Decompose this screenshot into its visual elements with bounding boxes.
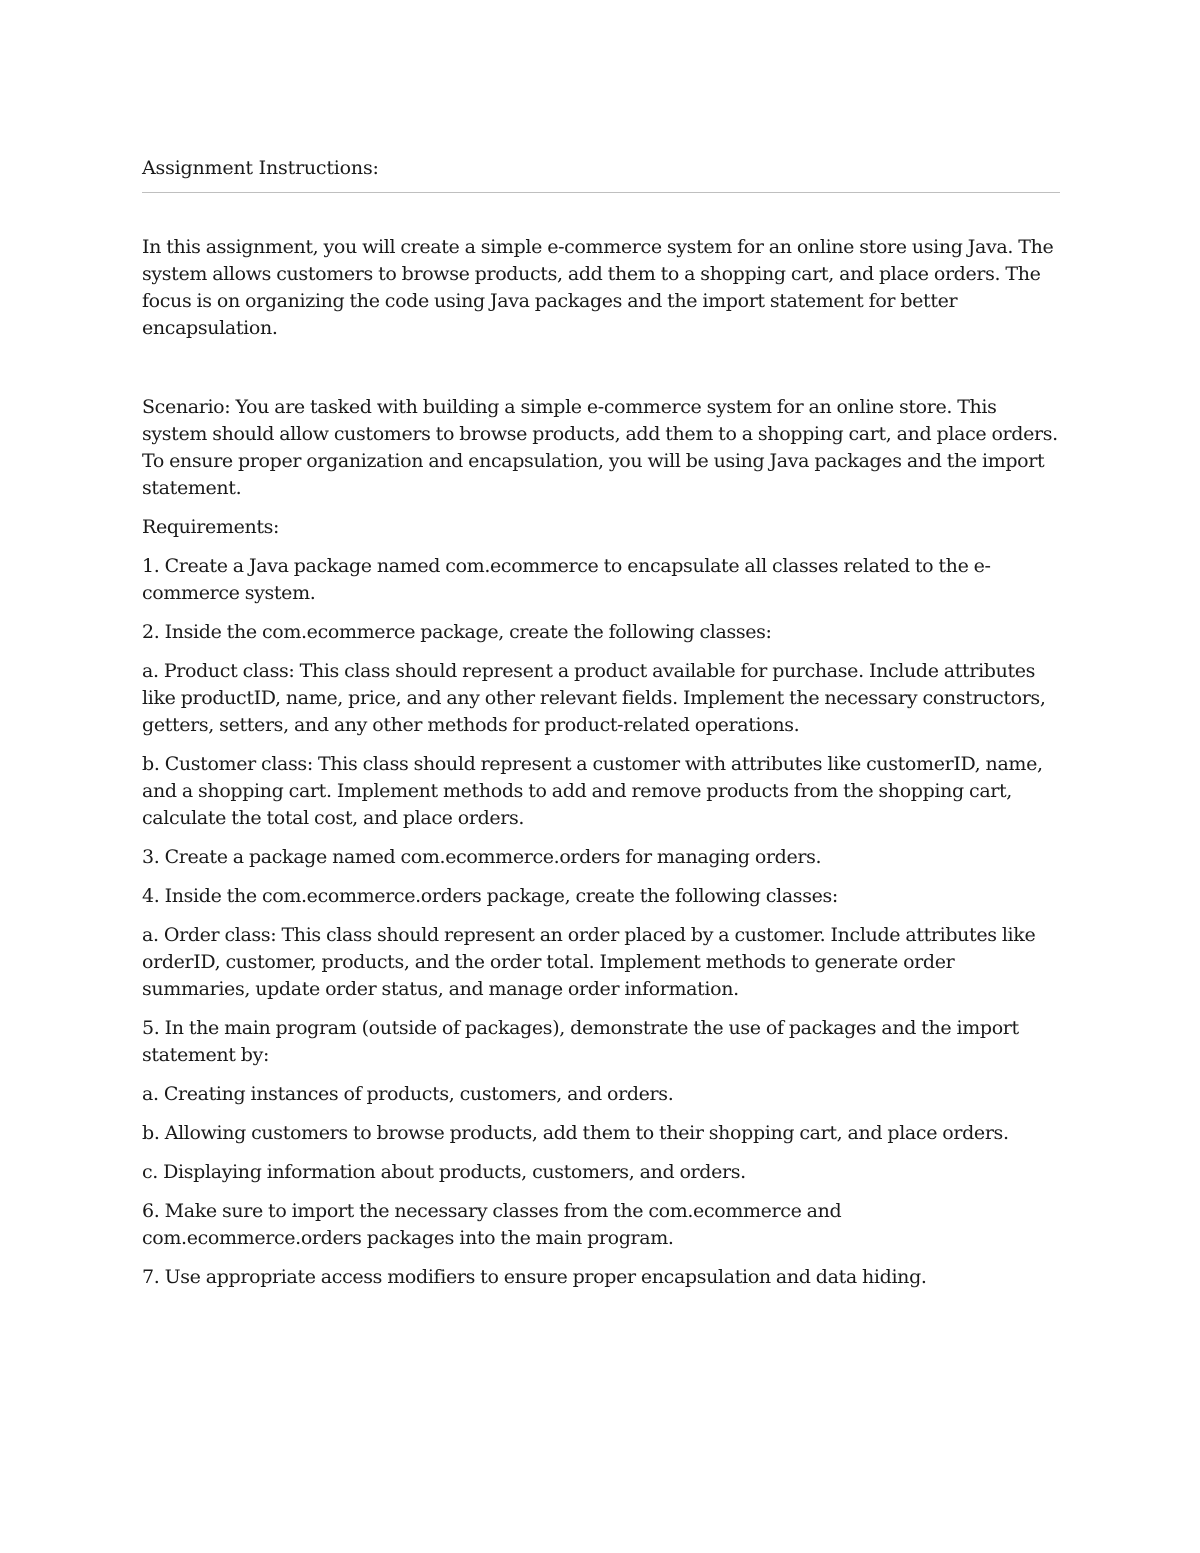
- requirement-1: 1. Create a Java package named com.ecommerce to encapsulate all classes related to the e-commerce system.: [142, 555, 991, 604]
- requirement-6: 6. Make sure to import the necessary classes from the com.ecommerce and com.ecommerce.orders packages into the main program.: [142, 1200, 842, 1249]
- requirement-2a-product-class: a. Product class: This class should represent a product available for purchase. Include attributes like productID, name, price, and any other relevant fields. Implement the necessary constructors, getters, setters, and any other methods for product-related operations.: [142, 660, 1046, 736]
- requirements-heading: Requirements:: [142, 516, 280, 538]
- scenario-paragraph: Scenario: You are tasked with building a simple e-commerce system for an online store. This system should allow customers to browse products, add them to a shopping cart, and place orders. To ensure proper organization and encapsulation, you will be using Java packages and the import statement.: [142, 396, 1058, 499]
- requirement-2b-customer-class: b. Customer class: This class should represent a customer with attributes like customerID, name, and a shopping cart. Implement methods to add and remove products from the shopping cart, calculate the total cost, and place orders.: [142, 753, 1043, 829]
- requirement-4a-order-class: a. Order class: This class should represent an order placed by a customer. Include attributes like orderID, customer, products, and the order total. Implement methods to generate order summaries, update order status, and manage order information.: [142, 924, 1036, 1000]
- requirement-3: 3. Create a package named com.ecommerce.orders for managing orders.: [142, 846, 822, 868]
- document-body: [142, 155, 1060, 1291]
- requirement-2: 2. Inside the com.ecommerce package, create the following classes:: [142, 621, 772, 643]
- requirement-7: 7. Use appropriate access modifiers to ensure proper encapsulation and data hiding.: [142, 1266, 927, 1288]
- document-title: Assignment Instructions:: [142, 157, 379, 179]
- requirement-5b: b. Allowing customers to browse products, add them to their shopping cart, and place orders.: [142, 1122, 1009, 1144]
- requirement-5c: c. Displaying information about products, customers, and orders.: [142, 1161, 746, 1183]
- title-divider: [142, 192, 1060, 193]
- requirement-5: 5. In the main program (outside of packages), demonstrate the use of packages and the import statement by:: [142, 1017, 1019, 1066]
- intro-paragraph: In this assignment, you will create a simple e-commerce system for an online store using Java. The system allows customers to browse products, add them to a shopping cart, and place orders. The focus is on organizing the code using Java packages and the import statement for better encapsulation.: [142, 236, 1054, 339]
- requirement-5a: a. Creating instances of products, customers, and orders.: [142, 1083, 674, 1105]
- requirement-4: 4. Inside the com.ecommerce.orders package, create the following classes:: [142, 885, 838, 907]
